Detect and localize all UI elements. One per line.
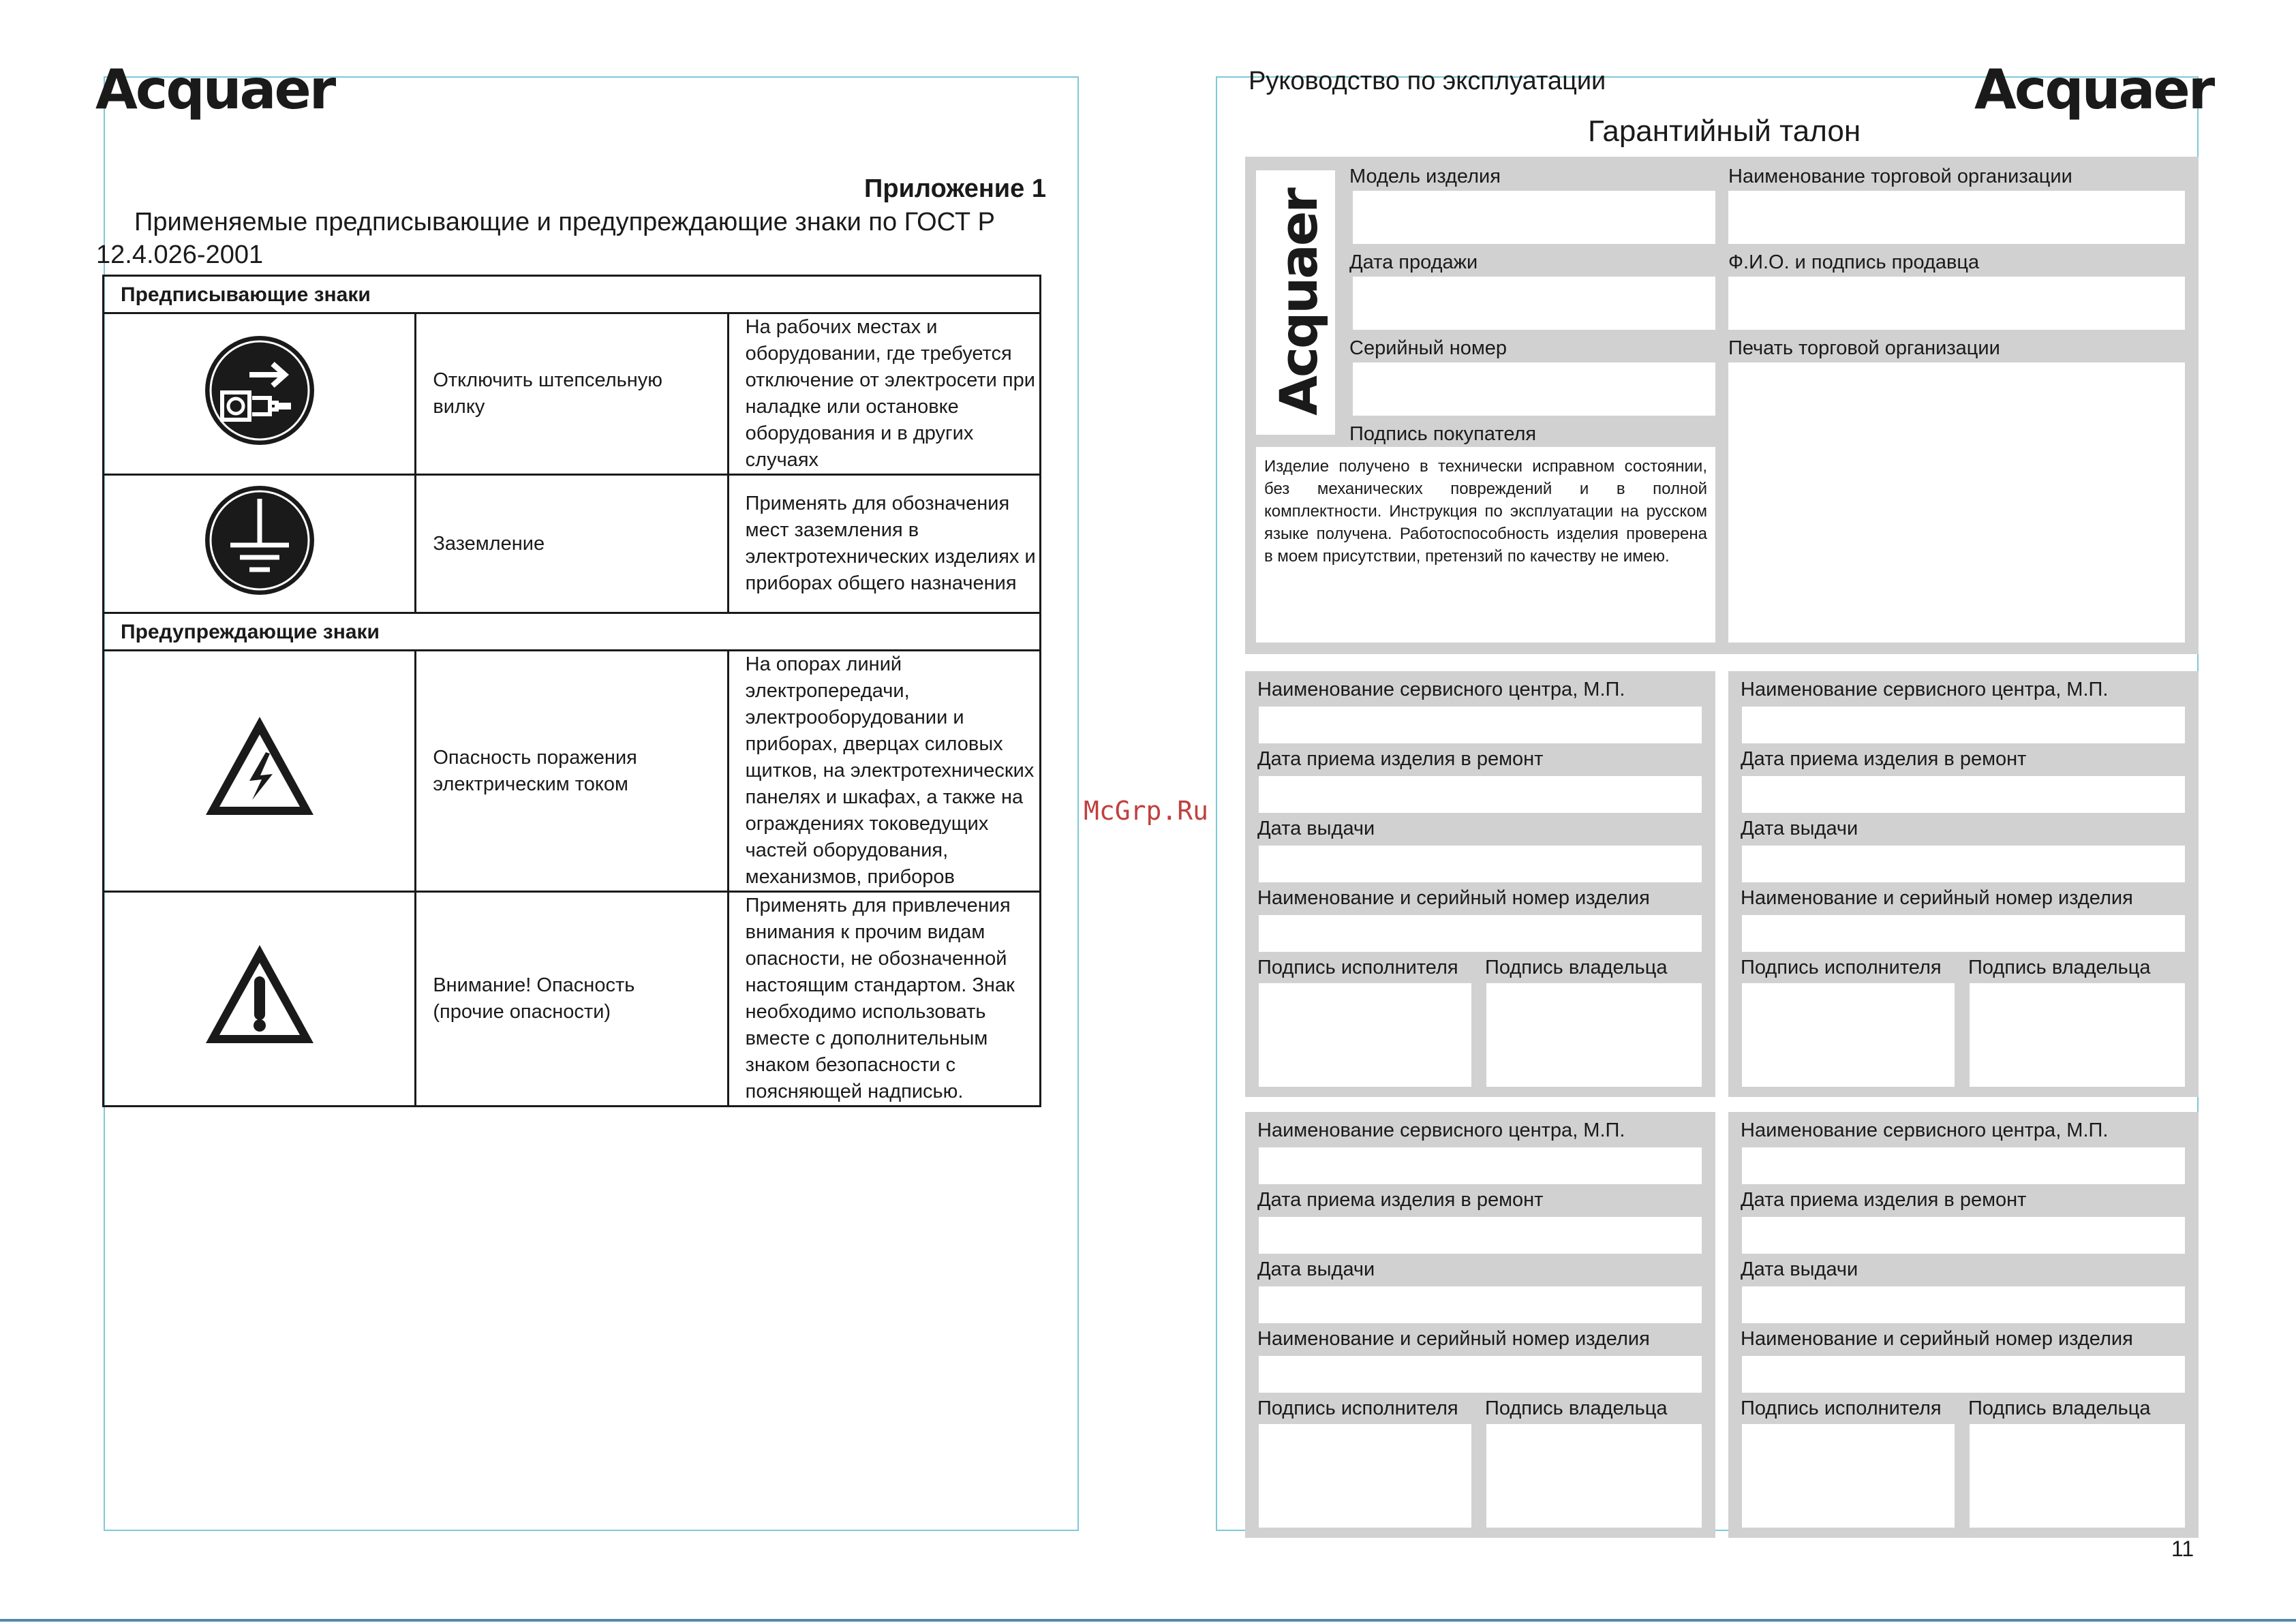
label-repair-date: Дата приема изделия в ремонт <box>1741 748 2027 770</box>
return-date-field[interactable] <box>1742 846 2185 882</box>
executor-signature-field[interactable] <box>1742 1424 1955 1528</box>
label-owner-signature: Подпись владельца <box>1968 957 2151 978</box>
serial-field[interactable] <box>1353 362 1715 416</box>
label-product-serial: Наименование и серийный номер изделия <box>1741 1328 2133 1350</box>
table-row <box>104 651 1041 892</box>
executor-signature-field[interactable] <box>1259 1424 1471 1528</box>
label-service-center: Наименование сервисного центра, М.П. <box>1257 679 1625 700</box>
ground-sign-icon <box>104 475 416 613</box>
label-sale-date: Дата продажи <box>1349 251 1478 273</box>
buyer-note: Изделие получено в технически исправном состоянии, без механических повреждений и в полной комплектности. Инструкция по эксплуатации на русском языке получена. Работоспособность изделия проверена в моем присутствии, претензий по качеству не имею. <box>1264 457 1707 566</box>
label-return-date: Дата выдачи <box>1741 1258 1858 1280</box>
label-product-serial: Наименование и серийный номер изделия <box>1257 1328 1650 1350</box>
brand-logo-vertical: Acquaer <box>1268 189 1329 416</box>
sale-date-field[interactable] <box>1353 277 1715 330</box>
service-center-field[interactable] <box>1259 1147 1702 1184</box>
model-field[interactable] <box>1353 191 1715 244</box>
sign-description: На рабочих местах и оборудовании, где требуется отключение от электросети при наладке или остановке оборудования и в других случаях <box>728 313 1040 475</box>
label-owner-signature: Подпись владельца <box>1485 1397 1668 1419</box>
product-serial-field[interactable] <box>1259 915 1702 952</box>
repair-date-field[interactable] <box>1742 776 2185 813</box>
brand-logo-right: Acquaer <box>1974 58 2214 121</box>
label-return-date: Дата выдачи <box>1257 818 1375 839</box>
service-center-field[interactable] <box>1259 707 1702 743</box>
label-repair-date: Дата приема изделия в ремонт <box>1257 748 1544 770</box>
section-title-warning: Предупреждающие знаки <box>104 613 1041 651</box>
label-repair-date: Дата приема изделия в ремонт <box>1257 1189 1544 1211</box>
owner-signature-field[interactable] <box>1970 983 2185 1087</box>
signs-table <box>102 275 1041 1107</box>
label-model: Модель изделия <box>1349 166 1501 187</box>
return-date-field[interactable] <box>1259 846 1702 882</box>
sign-name: Отключить штепсельную вилку <box>416 313 728 475</box>
label-serial: Серийный номер <box>1349 337 1507 359</box>
label-repair-date: Дата приема изделия в ремонт <box>1741 1189 2027 1211</box>
trade-stamp-field[interactable] <box>1728 362 2185 643</box>
label-product-serial: Наименование и серийный номер изделия <box>1741 887 2133 909</box>
trade-org-field[interactable] <box>1728 191 2185 244</box>
label-executor-signature: Подпись исполнителя <box>1257 1397 1458 1419</box>
product-serial-field[interactable] <box>1742 1356 2185 1393</box>
repair-date-field[interactable] <box>1259 776 1702 813</box>
unplug-sign-icon <box>104 313 416 475</box>
label-service-center: Наименование сервисного центра, М.П. <box>1741 679 2109 700</box>
appendix-subtitle: Применяемые предписывающие и предупреждающие знаки по ГОСТ Р 12.4.026-2001 <box>96 208 995 269</box>
appendix-title: Приложение 1 <box>864 174 1046 203</box>
label-owner-signature: Подпись владельца <box>1968 1397 2151 1419</box>
electric-shock-warning-icon <box>104 651 416 892</box>
label-buyer-signature: Подпись покупателя <box>1349 423 1537 445</box>
sign-name: Опасность поражения электрическим током <box>416 651 728 892</box>
label-service-center: Наименование сервисного центра, М.П. <box>1257 1119 1625 1141</box>
executor-signature-field[interactable] <box>1742 983 1955 1087</box>
page-number: 11 <box>2171 1536 2194 1561</box>
brand-logo-left: Acquaer <box>95 58 335 121</box>
label-executor-signature: Подпись исполнителя <box>1741 957 1942 978</box>
product-serial-field[interactable] <box>1742 915 2185 952</box>
bottom-rule <box>0 1619 2296 1622</box>
manual-label: Руководство по эксплуатации <box>1249 67 1606 95</box>
label-executor-signature: Подпись исполнителя <box>1257 957 1458 978</box>
service-center-field[interactable] <box>1742 1147 2185 1184</box>
label-return-date: Дата выдачи <box>1257 1258 1375 1280</box>
sign-description: Применять для обозначения мест заземления в электротехнических изделиях и приборах общего назначения <box>728 475 1040 613</box>
sign-name: Заземление <box>416 475 728 613</box>
label-trade-stamp: Печать торговой организации <box>1728 337 2000 359</box>
owner-signature-field[interactable] <box>1970 1424 2185 1528</box>
product-serial-field[interactable] <box>1259 1356 1702 1393</box>
repair-date-field[interactable] <box>1742 1217 2185 1254</box>
section-title-mandatory: Предписывающие знаки <box>104 276 1041 313</box>
table-row <box>104 313 1041 475</box>
label-executor-signature: Подпись исполнителя <box>1741 1397 1942 1419</box>
warranty-title: Гарантийный талон <box>1588 114 1861 148</box>
label-return-date: Дата выдачи <box>1741 818 1858 839</box>
label-trade-org: Наименование торговой организации <box>1728 166 2072 187</box>
watermark: McGrp.Ru <box>1084 796 1209 826</box>
table-row <box>104 475 1041 613</box>
owner-signature-field[interactable] <box>1486 983 1702 1087</box>
executor-signature-field[interactable] <box>1259 983 1471 1087</box>
sign-name: Внимание! Опасность (прочие опасности) <box>416 892 728 1107</box>
label-product-serial: Наименование и серийный номер изделия <box>1257 887 1650 909</box>
table-row <box>104 892 1041 1107</box>
return-date-field[interactable] <box>1742 1286 2185 1323</box>
label-owner-signature: Подпись владельца <box>1485 957 1668 978</box>
seller-name-field[interactable] <box>1728 277 2185 330</box>
return-date-field[interactable] <box>1259 1286 1702 1323</box>
sign-description: На опорах линий электропередачи, электрооборудовании и приборах, дверцах силовых щитков, на электротехнических панелях и шкафах, а также на ограждениях токоведущих частей оборудования, механизмов, приборов <box>728 651 1040 892</box>
label-seller-name: Ф.И.О. и подпись продавца <box>1728 251 1980 273</box>
owner-signature-field[interactable] <box>1486 1424 1702 1528</box>
general-warning-icon <box>104 892 416 1107</box>
service-center-field[interactable] <box>1742 707 2185 743</box>
repair-date-field[interactable] <box>1259 1217 1702 1254</box>
sign-description: Применять для привлечения внимания к прочим видам опасности, не обозначенной настоящим стандартом. Знак необходимо использовать вместе с дополнительным знаком безопасности с поясняющей надписью. <box>728 892 1040 1107</box>
label-service-center: Наименование сервисного центра, М.П. <box>1741 1119 2109 1141</box>
